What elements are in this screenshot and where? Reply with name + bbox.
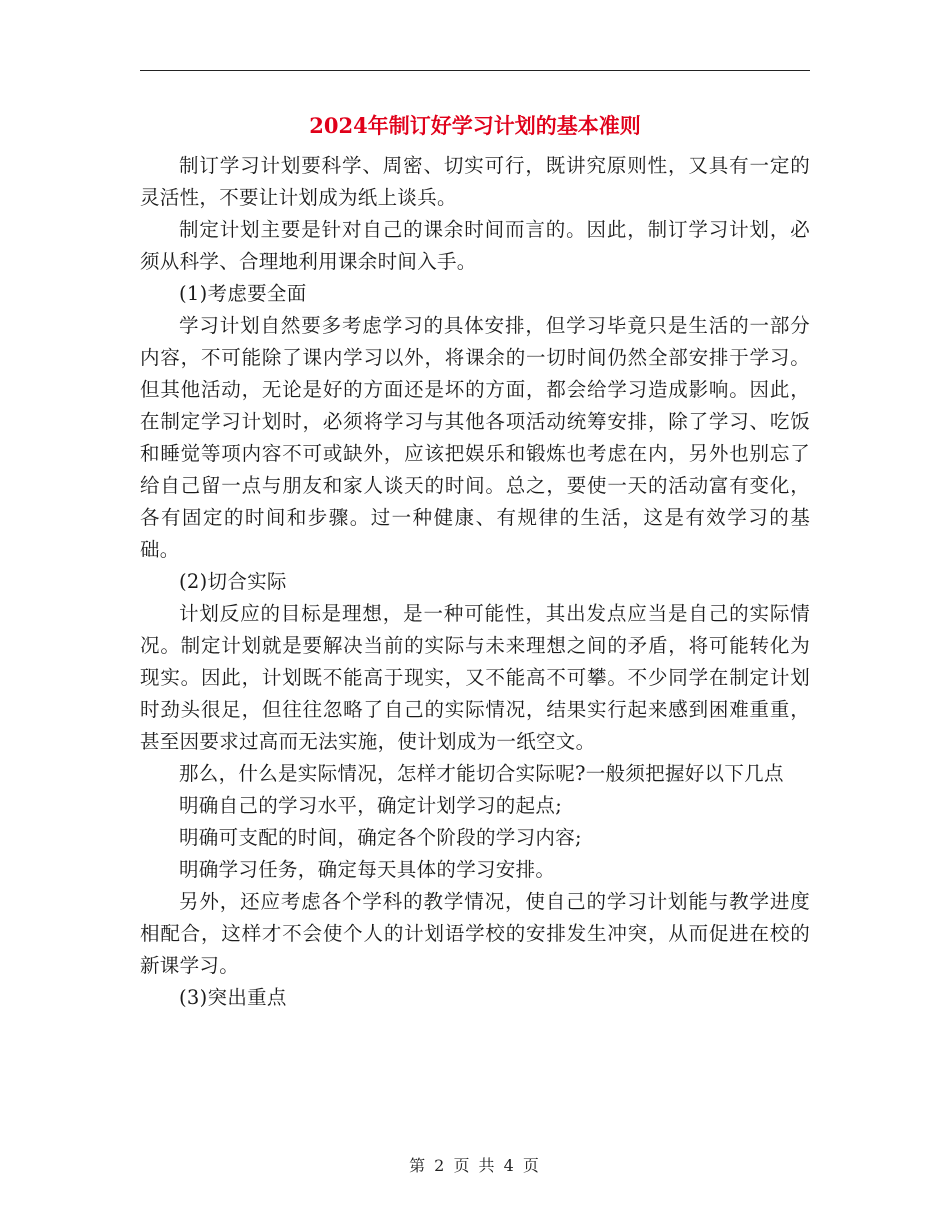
section-heading-1: (1)考虑要全面 bbox=[179, 282, 307, 305]
paragraph-question: 那么，什么是实际情况，怎样才能切合实际呢?一般须把握好以下几点 bbox=[179, 762, 784, 785]
list-item-1: 明确自己的学习水平，确定计划学习的起点; bbox=[179, 794, 563, 817]
paragraph-practical: 计划反应的目标是理想，是一种可能性，其出发点应当是自己的实际情况。制定计划就是要解决当前的实际与未来理想之间的矛盾，将可能转化为现实。因此，计划既不能高于现实，又不能高不可攀。不少同学在制定计划时劲头很足，但往往忽略了自己的实际情况，结果实行起来感到困难重重，甚至因要求过高而无法实施，使计划成为一纸空文。 bbox=[140, 602, 810, 753]
paragraph-additional: 另外，还应考虑各个学科的教学情况，使自己的学习计划能与教学进度相配合，这样才不会使个人的计划语学校的安排发生冲突，从而促进在校的新课学习。 bbox=[140, 890, 810, 977]
document-title: 2024年制订好学习计划的基本准则 bbox=[309, 113, 641, 138]
paragraph-intro: 制订学习计划要科学、周密、切实可行，既讲究原则性，又具有一定的灵活性，不要让计划成为纸上谈兵。 bbox=[140, 154, 810, 209]
page-number-footer: 第 2 页 共 4 页 bbox=[409, 1156, 541, 1175]
header-rule bbox=[140, 70, 810, 71]
paragraph-time: 制定计划主要是针对自己的课余时间而言的。因此，制订学习计划，必须从科学、合理地利用课余时间入手。 bbox=[140, 218, 810, 273]
paragraph-comprehensive: 学习计划自然要多考虑学习的具体安排，但学习毕竟只是生活的一部分内容，不可能除了课内学习以外，将课余的一切时间仍然全部安排于学习。但其他活动，无论是好的方面还是坏的方面，都会给学习造成影响。因此，在制定学习计划时，必须将学习与其他各项活动统筹安排，除了学习、吃饭和睡觉等项内容不可或缺外，应该把娱乐和锻炼也考虑在内，另外也别忘了给自己留一点与朋友和家人谈天的时间。总之，要使一天的活动富有变化，各有固定的时间和步骤。过一种健康、有规律的生活，这是有效学习的基础。 bbox=[140, 314, 810, 561]
section-heading-3: (3)突出重点 bbox=[179, 986, 287, 1009]
section-heading-2: (2)切合实际 bbox=[179, 570, 287, 593]
list-item-3: 明确学习任务，确定每天具体的学习安排。 bbox=[179, 858, 556, 881]
document-body bbox=[140, 150, 810, 1014]
list-item-2: 明确可支配的时间，确定各个阶段的学习内容; bbox=[179, 826, 582, 849]
